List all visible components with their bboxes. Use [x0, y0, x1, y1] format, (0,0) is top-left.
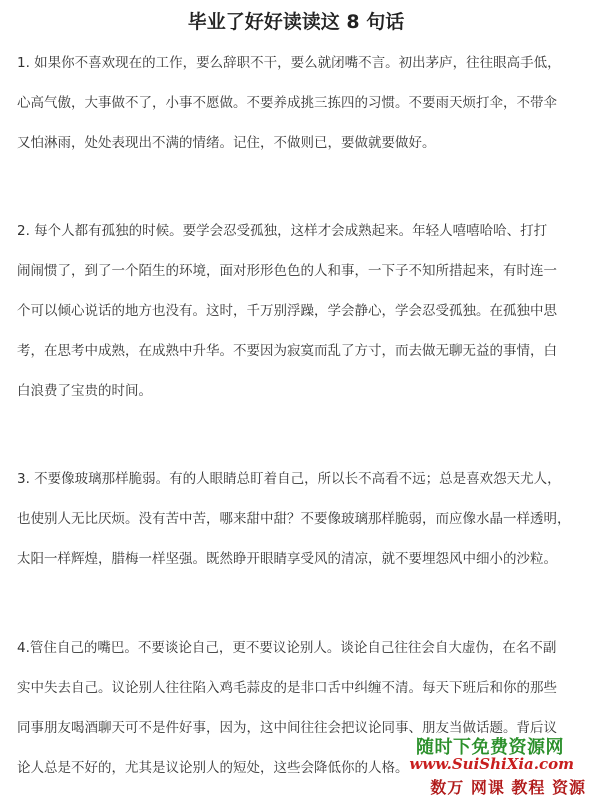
paragraph-line: 白浪费了宝贵的时间。 [17, 383, 152, 399]
paragraph-3 [17, 459, 583, 579]
paragraph-line: 4.管住自己的嘴巴。不要谈论自己，更不要议论别人。谈论自己往往会自大虚伪，在名不副 [17, 640, 557, 656]
site-watermark [406, 733, 588, 797]
watermark-url: www.SuiShiXia.com [409, 755, 574, 773]
article-title: 毕业了好好读读这 8 句话 [187, 11, 405, 33]
paragraph-line: 闹闹惯了，到了一个陌生的环境，面对形形色色的人和事，一下子不知所措起来，有时连一 [17, 263, 557, 279]
paragraph-line: 考，在思考中成熟，在成熟中升华。不要因为寂寞而乱了方寸，而去做无聊无益的事情，白 [17, 343, 557, 359]
paragraph-line: 1. 如果你不喜欢现在的工作，要么辞职不干，要么就闭嘴不言。初出茅庐，往往眼高手低， [17, 55, 561, 71]
paragraph-line: 3. 不要像玻璃那样脆弱。有的人眼睛总盯着自己，所以长不高看不远；总是喜欢怨天尤人， [17, 471, 561, 487]
paragraph-line: 又怕淋雨，处处表现出不满的情绪。记住，不做则已，要做就要做好。 [17, 135, 436, 151]
paragraph-2 [17, 211, 583, 411]
paragraph-line: 实中失去自己。议论别人往往陷入鸡毛蒜皮的是非口舌中纠缠不清。每天下班后和你的那些 [17, 680, 557, 696]
paragraph-line: 2. 每个人都有孤独的时候。要学会忍受孤独，这样才会成熟起来。年轻人嘻嘻哈哈、打打 [17, 223, 548, 239]
paragraph-line: 也使别人无比厌烦。没有苦中苦，哪来甜中甜？不要像玻璃那样脆弱，而应像水晶一样透明， [17, 511, 571, 527]
paragraph-1 [17, 43, 583, 163]
paragraph-line: 同事朋友喝酒聊天可不是件好事，因为，这中间往往会把议论同事、朋友当做话题。背后议 [17, 720, 557, 736]
paragraph-line: 太阳一样辉煌，腊梅一样坚强。既然睁开眼睛享受风的清凉，就不要埋怨风中细小的沙粒。 [17, 551, 557, 567]
watermark-slogan: 数万 网课 教程 资源 [430, 778, 586, 797]
watermark-site-name: 随时下免费资源网 [416, 737, 564, 758]
paragraph-line: 个可以倾心说话的地方也没有。这时，千万别浮躁，学会静心，学会忍受孤独。在孤独中思 [17, 303, 557, 319]
paragraph-line: 论人总是不好的，尤其是议论别人的短处，这些会降低你的人格。 [17, 760, 409, 776]
paragraph-line: 心高气傲，大事做不了，小事不愿做。不要养成挑三拣四的习惯。不要雨天烦打伞，不带伞 [17, 95, 557, 111]
